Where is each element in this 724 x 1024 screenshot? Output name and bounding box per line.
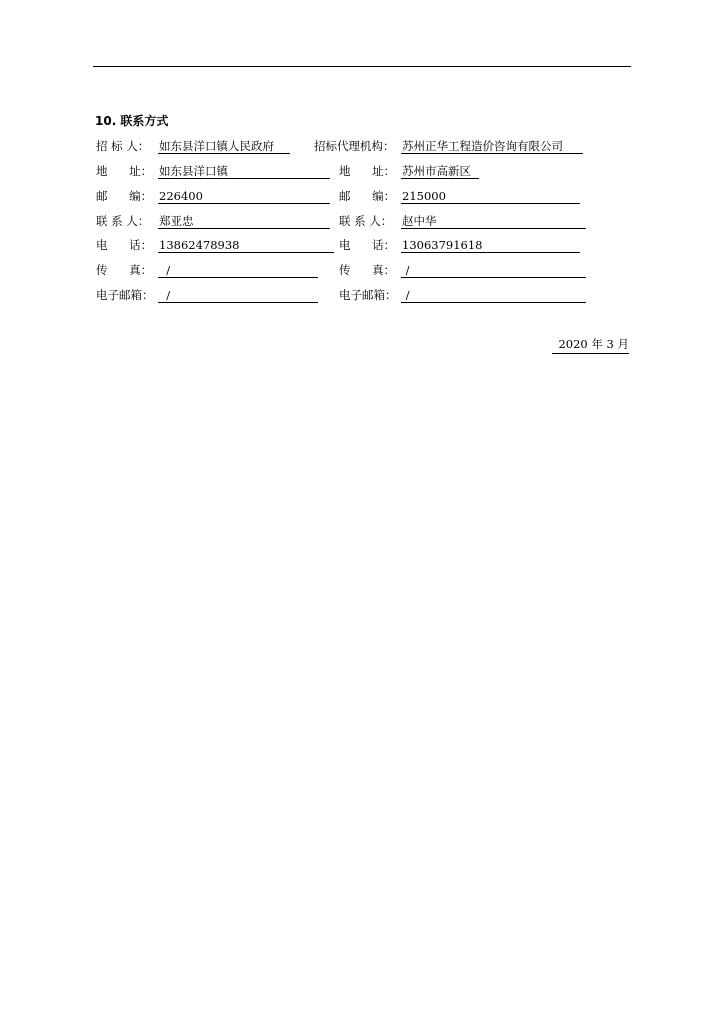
document-date: 2020 年 3 月: [552, 336, 629, 354]
right-value: 13063791618: [401, 236, 580, 253]
right-value: 215000: [401, 187, 580, 204]
right-value: 赵中华: [401, 212, 586, 229]
right-value: 苏州市高新区: [401, 162, 479, 179]
left-label: 电子邮箱：: [96, 288, 154, 302]
right-value: 苏州正华工程造价咨询有限公司: [401, 137, 583, 154]
left-value: 13862478938: [158, 236, 334, 253]
right-label: 招标代理机构：: [314, 139, 395, 153]
right-label: 传 真：: [339, 263, 396, 277]
right-label: 电子邮箱：: [339, 288, 397, 302]
left-label: 地 址：: [96, 164, 153, 178]
contact-row-postcode: [0, 187, 724, 205]
left-value: 如东县洋口镇人民政府: [158, 137, 290, 154]
left-value: 如东县洋口镇: [158, 162, 330, 179]
left-value: /: [158, 261, 318, 278]
right-label: 邮 编：: [339, 189, 396, 203]
contact-row-contact-person: [0, 212, 724, 230]
right-value: /: [401, 286, 586, 303]
contact-row-fax: [0, 261, 724, 279]
left-value: 郑亚忠: [158, 212, 330, 229]
header-rule: [93, 66, 631, 67]
contact-row-phone: [0, 236, 724, 254]
right-label: 电 话：: [339, 238, 396, 252]
right-value: /: [401, 261, 586, 278]
left-label: 电 话：: [96, 238, 153, 252]
left-label: 传 真：: [96, 263, 153, 277]
right-label: 联 系 人：: [339, 214, 393, 228]
right-label: 地 址：: [339, 164, 396, 178]
contact-row-address: [0, 162, 724, 180]
contact-row-email: [0, 286, 724, 304]
contact-row-tenderer: [0, 137, 724, 155]
left-value: /: [158, 286, 318, 303]
left-value: 226400: [158, 187, 330, 204]
left-label: 邮 编：: [96, 189, 153, 203]
left-label: 联 系 人：: [96, 214, 150, 228]
section-title: 10. 联系方式: [95, 114, 169, 128]
left-label: 招 标 人：: [96, 139, 150, 153]
